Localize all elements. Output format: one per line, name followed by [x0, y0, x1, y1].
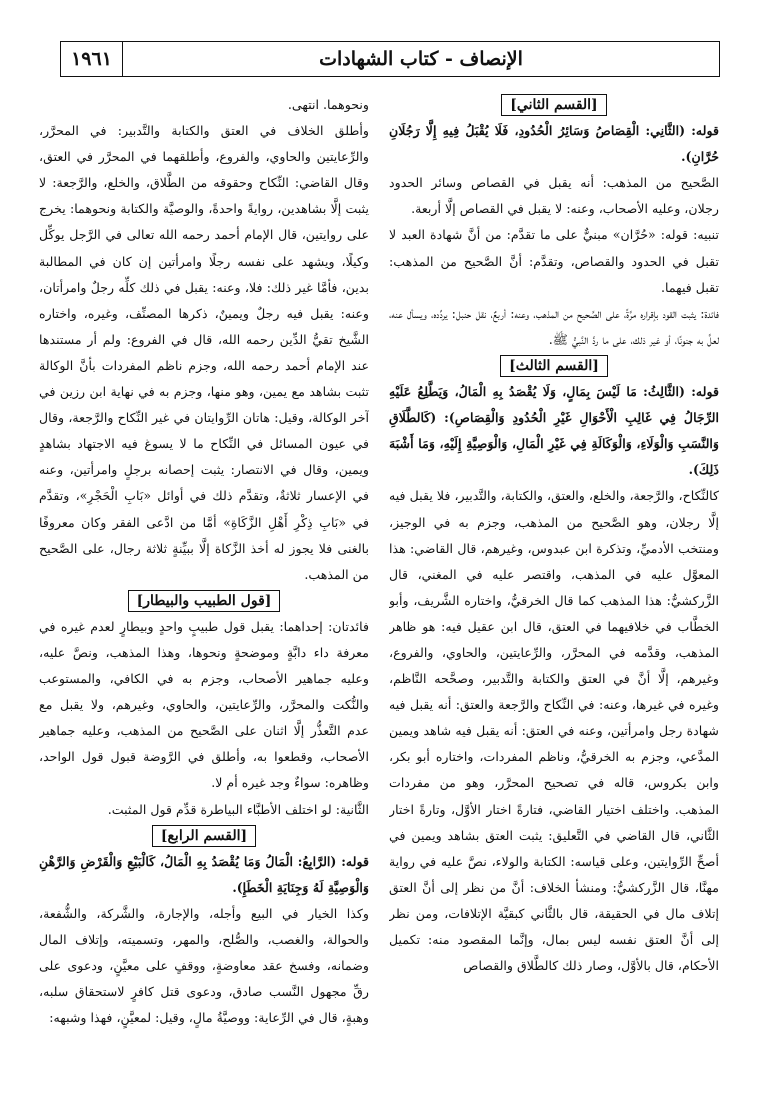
section-heading: [القسم الثالث]: [389, 353, 719, 379]
section-heading: [قول الطبيب والبيطار]: [39, 588, 369, 614]
commentary-paragraph: فائدة: يثبت القود بإقراره مرَّةً، على الصَّحيح من المذهب، وعنه: أربعٌ، نقل حنبل: يردِّده، ويسأل عنه، لعلَّ به جنونًا، أو غير ذلك، على ما ردَّ النَّبيُّ ﷺ.: [389, 305, 719, 347]
commentary-paragraph: وكذا الخيار في البيع وأجله، والإجارة، والشَّركة، والشُّفعة، والحوالة، والغصب، والصُّلح، والمهر، وتسميته، وإتلاف المال وضمانه، وفسخ عقد معاوضةٍ، ووقفٍ على معيَّنٍ، ودعوى على رقِّ مجهول النَّسب صادق، ودعوى قتل كافرٍ لاستحقاق سلبه، وهبةٍ، قال في الرِّعاية: ووصيَّةُ مالٍ، وقيل: لمعيَّنٍ، فهذا وشبهه:: [39, 905, 369, 1026]
commentary-paragraph: وأطلق الخلاف في العتق والكتابة والتَّدبير: في المحرَّر، والرِّعايتين والحاوي، والفروع، وأطلقهما في المحرَّر في العتق، وقال القاضي: النِّكاح وحقوقه من الطَّلاق، والخلع، والرَّجعة: لا يثبت إلَّا بشاهدين، روايةً واحدةً، والوصيَّة والكتابة ونحوهما: يخرج على روايتين، قال الإمام أحمد رحمه الله تعالى في الرَّجل يوكِّل وكيلًا، ويشهد على نفسه رجلًا وامرأتين إن كان في المطالبة بدين، فأمَّا غير ذلك: فلا، وعنه: يقبل في ذلك كلِّه رجلٌ وامرأتان، وعنه: يقبل فيه رجلٌ ويمينٌ، ذكرها المصنِّف، وغيره، واختاره الشَّيخ تقيُّ الدِّين رحمه الله، قال في الفروع: ولم أر مستندها عند الإمام أحمد رحمه الله، وجزم ناظم المفردات بأنَّ الوكالة تثبت بشاهد مع يمين، وهو منها، وجزم به في نهاية ابن رزين في آخر الوكالة، وقيل: هاتان الرِّوايتان في غير النِّكاح والرَّجعة، وقال في عيون المسائل في النِّكاح ما لا يسوغ فيه الاجتهاد بشاهدٍ ويمين، وقال في الانتصار: يثبت إحصانه برجلٍ وامرأتين، وعنه في الإعسار ثلاثةٌ، وتقدَّم ذلك في أوائل «بَابِ الْحَجْرِ»، وتقدَّم في «بَابِ ذِكْرِ أَهْلِ الزَّكَاةِ» أمَّا من ادَّعى الفقر وكان معروفًا بالغنى فلا يجوز له أخذ الزَّكاة إلَّا ببيِّنةٍ ثلاثة رجال، على الصَّحيح من المذهب.: [39, 123, 369, 582]
running-title: الإنصاف - كتاب الشهادات: [319, 48, 523, 70]
right-text-column: [389, 92, 719, 1092]
left-text-column: [39, 92, 369, 1092]
quoted-text-paragraph: قوله: (الثَّالِثُ: مَا لَيْسَ بِمَالٍ، وَلَا يُقْصَدُ بِهِ الْمَالُ، وَيَطَّلِعُ عَلَيْهِ الرِّجَالُ فِي غَالِبِ الْأَحْوَالِ غَيْرِ الْحُدُودِ وَالْقِصَاصِ): (كَالطَّلَاقِ وَالنَّسَبِ وَالْوَلَاءِ، وَالْوَكَالَةِ فِي غَيْرِ الْمَالِ، وَالْوَصِيَّةِ إِلَيْهِ، وَمَا أَشْبَهَ ذَلِكَ).: [389, 384, 719, 478]
section-heading: [القسم الثاني]: [389, 92, 719, 118]
commentary-paragraph: الصَّحيح من المذهب: أنه يقبل في القصاص وسائر الحدود رجلان، وعليه الأصحاب، وعنه: لا يقبل في القصاص إلَّا أربعة.: [389, 175, 719, 217]
page-header: [60, 41, 720, 77]
commentary-paragraph: فائدتان: إحداهما: يقبل قول طبيبٍ واحدٍ وبيطارٍ لعدم غيره في معرفة داء دابَّةٍ وموضحةٍ ونحوها، وهذا المذهب، ونصَّ عليه، وعليه جماهير الأصحاب، وجزم به في الكافي، والمستوعب والنُّكت والمحرَّر، والرِّعايتين، والحاوي، وغيرهم، ولا يقبل مع عدم التَّعذُّر إلَّا اثنان على الصَّحيح من المذهب، وعليه جماهير الأصحاب، وقطعوا به، وأطلق في الرَّوضة قبول قول الواحد، وظاهره: سواءٌ وجد غيره أم لا.: [39, 618, 369, 791]
page-number: ١٩٦١: [61, 42, 123, 76]
commentary-paragraph: الثَّانية: لو اختلف الأطبَّاء البياطرة قدِّم قول المثبت.: [107, 801, 369, 817]
quoted-text-paragraph: قوله: (الثَّانِي: الْقِصَاصُ وَسَائِرُ الْحُدُودِ، فَلَا يُقْبَلُ فِيهِ إِلَّا رَجُلَانِ حُرَّانِ).: [389, 123, 719, 165]
quoted-text-paragraph: قوله: (الرَّابِعُ: الْمَالُ وَمَا يُقْصَدُ بِهِ الْمَالُ، كَالْبَيْعِ وَالْقَرْضِ وَالرَّهْنِ وَالْوَصِيَّةِ لَهُ وَجِنَايَةِ الْخَطَإِ).: [39, 853, 369, 895]
section-heading: [القسم الرابع]: [39, 823, 369, 849]
commentary-paragraph: كالنِّكاح، والرَّجعة، والخلع، والعتق، والكتابة، والتَّدبير، فلا يقبل فيه إلَّا رجلان، وهو الصَّحيح من المذهب، وجزم به في الوجيز، ومنتخب الأدميِّ، وتذكرة ابن عبدوس، وغيرهم، قال القاضي: هذا المعوَّل عليه في المذهب، واقتصر عليه في المغني، قال الزَّركشيُّ: هذا المذهب كما قال الخرقيُّ، واختاره الشَّريف، وأبو الخطَّاب في خلافيهما في العتق، قال ابن عقيل فيه: هو ظاهر المذهب، وقدَّمه في المحرَّر، والرِّعايتين، والحاوي، والفروع، وغيرهم، إلَّا أنَّ في العتق والكتابة والتَّدبير، وصحَّحه النَّاظم، وغيره في غيرها، وعنه: في النِّكاح والرَّجعة والعتق: أنه يقبل فيه شهادة رجل وامرأتين، وعنه في العتق: أنه يقبل فيه شاهد ويمين المدَّعي، وجزم به الخرقيُّ، وناظم المفردات، واختاره أبو بكر، وابن بكروس، قاله في تصحيح المحرَّر، وهو من مفردات المذهب. واختلف اختيار القاضي، فتارةً اختار الأوَّل، وتارةً اختار الثَّاني، قال القاضي في التَّعليق: يثبت العتق بشاهد ويمين في أصحِّ الرِّوايتين، وعلى قياسه: الكتابة والولاء، نصَّ عليه في رواية مهنَّا، قال الزَّركشيُّ: ومنشأ الخلاف: أنَّ من نظر إلى أنَّ العتق إتلاف مال في الحقيقة، قال بالثَّاني كبقيَّة الإتلافات، ومن نظر إلى أنَّ العتق نفسه ليس بمال، وإنَّما المقصود منه: تكميل الأحكام، قال بالأوَّل، وصار ذلك كالطَّلاق والقصاص: [389, 488, 719, 974]
commentary-paragraph: تنبيه: قوله: «حُرَّان» مبنيٌّ على ما تقدَّم: من أنَّ شهادة العبد لا تقبل في الحدود والقصاص، وتقدَّم: أنَّ الصَّحيح من المذهب: تقبل فيهما.: [389, 227, 719, 295]
commentary-paragraph: ونحوهما. انتهى.: [287, 97, 369, 112]
